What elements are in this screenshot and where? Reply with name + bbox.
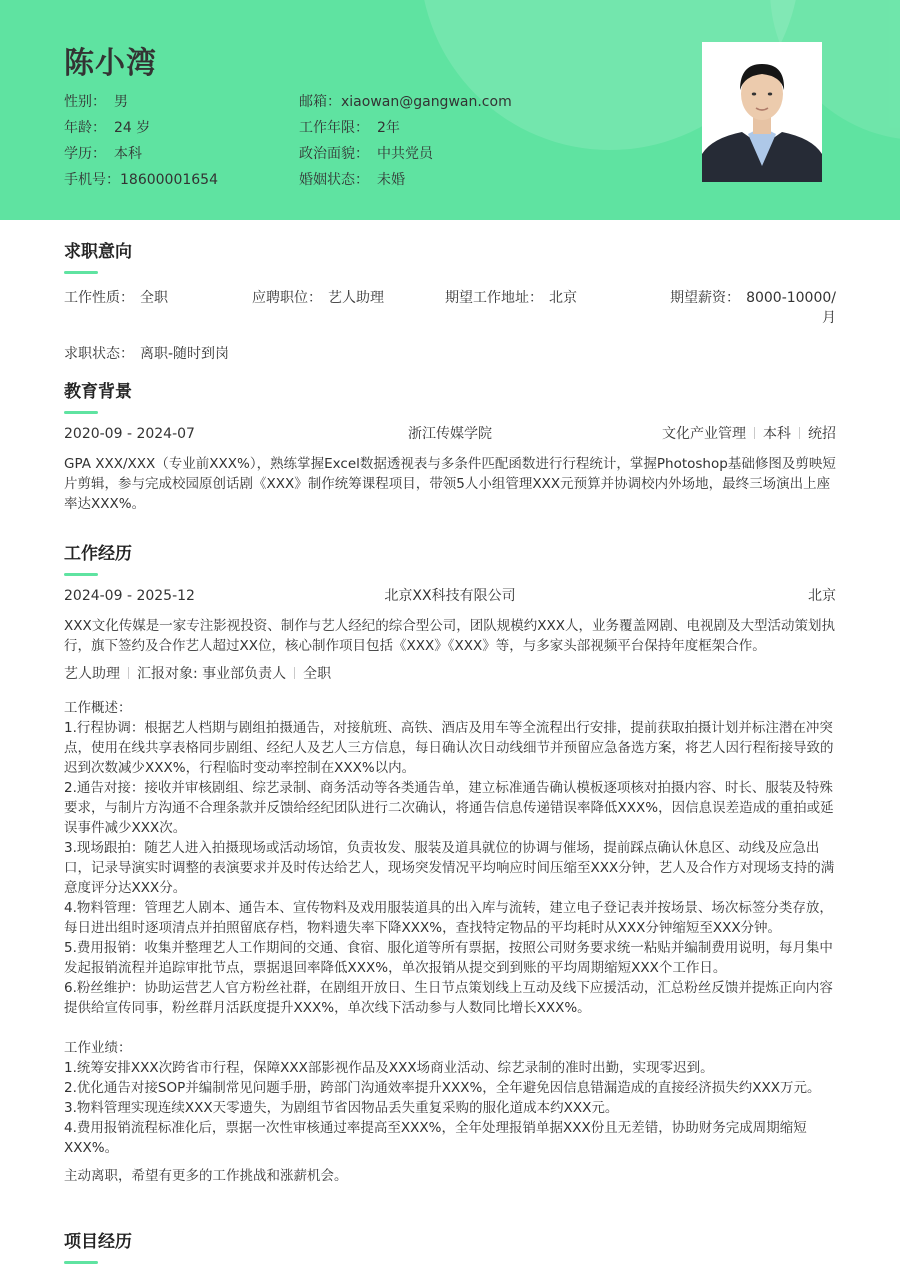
divider <box>294 667 295 679</box>
company-description: XXX文化传媒是一家专注影视投资、制作与艺人经纪的综合型公司，团队规模约XXX人，业务覆盖网剧、电视剧及大型活动策划执行，旗下签约及合作艺人超过XX位，核心制作项目包括《XXX》《XXX》等，与多家头部视频平台保持年度框架合作。 <box>64 618 835 654</box>
section-education <box>64 380 836 514</box>
achievement-item: 1.统筹安排XXX次跨省市行程，保障XXX部影视作品及XXX场商业活动、综艺录制的准时出勤，实现零迟到。 <box>64 1060 714 1076</box>
overview-item: 6.粉丝维护：协助运营艺人官方粉丝社群，在剧组开放日、生日节点策划线上互动及线下应援活动，汇总粉丝反馈并提炼正向内容提供给宣传同事，粉丝群月活跃度提升XXX%，单次线下活动参与人数同比增长XXX%。 <box>64 980 833 1016</box>
section-project <box>64 1230 836 1264</box>
info-email: 邮箱：xiaowan@gangwan.com <box>299 94 512 110</box>
leave-reason: 主动离职，希望有更多的工作挑战和涨薪机会。 <box>64 1168 348 1184</box>
education-major-degree: 文化产业管理 本科 统招 <box>662 426 836 442</box>
avatar-photo <box>702 42 822 182</box>
info-politics: 政治面貌： 中共党员 <box>299 146 433 162</box>
intent-position: 应聘职位： 艺人助理 <box>252 290 384 306</box>
work-period: 2024-09 - 2025-12 <box>64 588 195 604</box>
section-underline <box>64 573 98 576</box>
overview-title: 工作概述： <box>64 700 132 716</box>
work-overview <box>64 698 836 1018</box>
info-education: 学历： 本科 <box>64 146 142 162</box>
section-title: 教育背景 <box>64 382 132 402</box>
overview-item: 3.现场跟拍：随艺人进入拍摄现场或活动场馆，负责妆发、服装及道具就位的协调与催场，提前踩点确认休息区、动线及应急出口，记录导演实时调整的表演要求并及时传达给艺人，现场突发情况平均响应时间压缩至XXX分钟，艺人及合作方对现场支持的满意度评分达XXX分。 <box>64 840 835 896</box>
intent-city: 期望工作地址： 北京 <box>445 290 577 306</box>
section-underline <box>64 411 98 414</box>
achievement-item: 3.物料管理实现连续XXX天零遗失，为剧组节省因物品丢失重复采购的服化道成本约XXX元。 <box>64 1100 619 1116</box>
intent-salary: 期望薪资： 8000-10000/月 <box>670 290 836 326</box>
section-underline <box>64 1261 98 1264</box>
overview-item: 4.物料管理：管理艺人剧本、通告本、宣传物料及戏用服装道具的出入库与流转，建立电子登记表并按场景、场次标签分类存放，每日进出组时逐项清点并拍照留底存档，物料遗失率下降XXX%，查找特定物品的平均耗时从XXX分钟缩短至XXX分钟。 <box>64 900 833 936</box>
info-marital: 婚姻状态： 未婚 <box>299 172 405 188</box>
education-header-row <box>64 424 836 444</box>
candidate-name: 陈小湾 <box>64 46 157 81</box>
section-underline <box>64 271 98 274</box>
info-years: 工作年限： 2年 <box>299 120 400 136</box>
intent-type: 工作性质： 全职 <box>64 290 168 306</box>
intent-status: 求职状态： 离职-随时到岗 <box>64 346 230 362</box>
basic-info <box>64 92 624 190</box>
intent-row-1 <box>64 288 836 328</box>
section-work <box>64 542 836 1186</box>
divider <box>799 427 800 439</box>
avatar-portrait <box>702 42 822 182</box>
resume-header <box>0 0 900 220</box>
section-title: 工作经历 <box>64 544 132 564</box>
divider <box>128 667 129 679</box>
section-title: 求职意向 <box>64 242 132 262</box>
info-phone: 手机号：18600001654 <box>64 172 218 188</box>
education-description: GPA XXX/XXX（专业前XXX%），熟练掌握Excel数据透视表与多条件匹配函数进行行程统计，掌握Photoshop基础修图及剪映短片剪辑，参与完成校园原创话剧《XXX》制作统筹课程项目，带领5人小组管理XXX元预算并协调校内外场地，最终三场演出上座率达XXX%。 <box>64 456 836 512</box>
divider <box>754 427 755 439</box>
achievements-title: 工作业绩： <box>64 1040 132 1056</box>
section-intent <box>64 240 836 364</box>
work-header-row <box>64 586 836 606</box>
work-achievements <box>64 1038 836 1158</box>
education-school: 浙江传媒学院 <box>408 426 492 442</box>
info-gender: 性别： 男 <box>64 94 128 110</box>
work-city: 北京 <box>808 588 836 604</box>
education-period: 2020-09 - 2024-07 <box>64 426 195 442</box>
work-role-row: 艺人助理 汇报对象: 事业部负责人 全职 <box>64 666 332 682</box>
section-title: 项目经历 <box>64 1232 132 1252</box>
work-company: 北京XX科技有限公司 <box>384 588 516 604</box>
overview-item: 5.费用报销：收集并整理艺人工作期间的交通、食宿、服化道等所有票据，按照公司财务要求统一粘贴并编制费用说明，每月集中发起报销流程并追踪审批节点，票据退回率降低XXX%，单次报销从提交到到账的平均周期缩短XXX个工作日。 <box>64 940 833 976</box>
achievement-item: 2.优化通告对接SOP并编制常见问题手册，跨部门沟通效率提升XXX%，全年避免因信息错漏造成的直接经济损失约XXX万元。 <box>64 1080 821 1096</box>
overview-item: 2.通告对接：接收并审核剧组、综艺录制、商务活动等各类通告单，建立标准通告确认模板逐项核对拍摄内容、时长、服装及特殊要求，与制片方沟通不合理条款并反馈给经纪团队进行二次确认，将通告信息传递错误率降低XXX%，因信息误差造成的重拍或延误事件减少XXX次。 <box>64 780 834 836</box>
info-age: 年龄： 24 岁 <box>64 120 151 136</box>
overview-item: 1.行程协调：根据艺人档期与剧组拍摄通告，对接航班、高铁、酒店及用车等全流程出行安排，提前获取拍摄计划并标注潜在冲突点，使用在线共享表格同步剧组、经纪人及艺人三方信息，每日确认次日动线细节并预留应急备选方案，将艺人因行程衔接导致的迟到次数减少XXX%，行程临时变动率控制在XXX%以内。 <box>64 720 834 776</box>
intent-row-2 <box>64 344 836 364</box>
achievement-item: 4.费用报销流程标准化后，票据一次性审核通过率提高至XXX%，全年处理报销单据XXX份且无差错，协助财务完成周期缩短XXX%。 <box>64 1120 807 1156</box>
